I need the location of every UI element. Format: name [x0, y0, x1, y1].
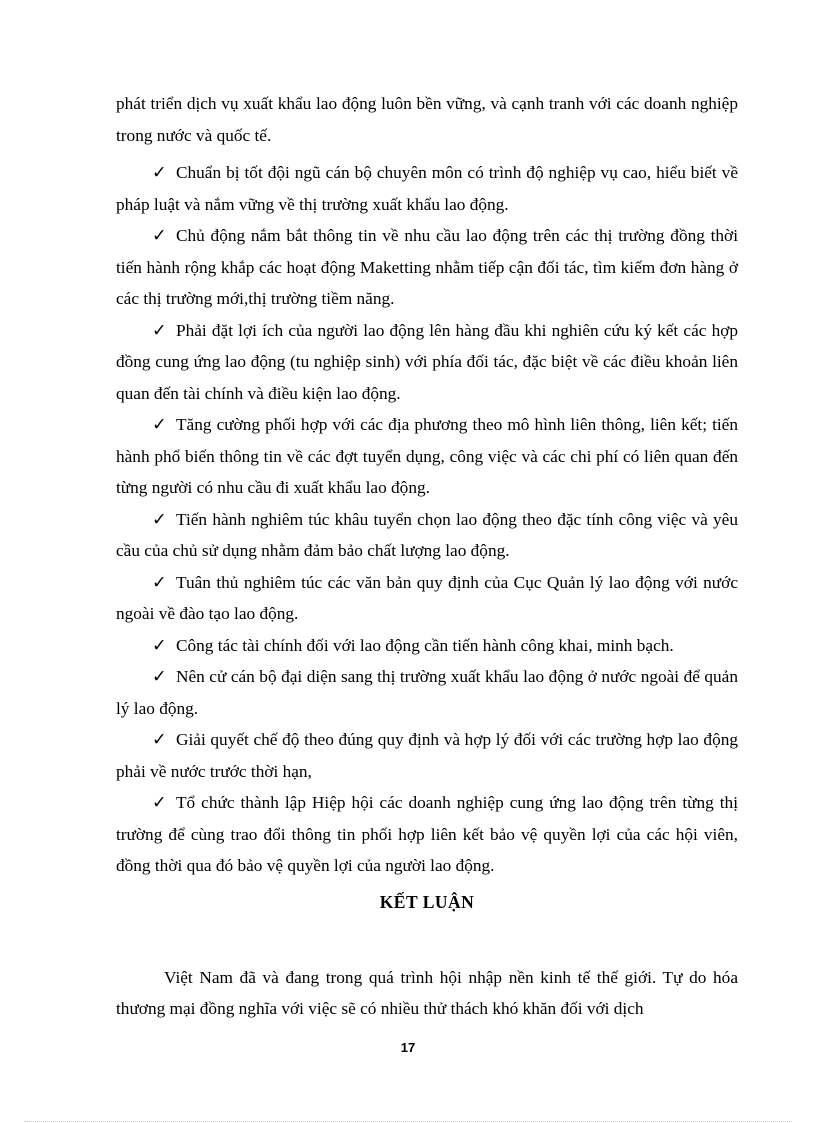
- checkmark-icon: ✓: [152, 226, 167, 245]
- bullet-text: Tổ chức thành lập Hiệp hội các doanh nghiệp cung ứng lao động trên từng thị trường để cùng trao đổi thông tin phối hợp liên kết bảo vệ quyền lợi của các hội viên, đồng thời qua đó bảo vệ quyền lợi của người lao động.: [116, 793, 738, 875]
- checkmark-icon: ✓: [152, 163, 167, 182]
- checkmark-icon: ✓: [152, 572, 167, 592]
- checkmark-icon: ✓: [152, 667, 167, 686]
- bullet-item-2: [116, 220, 738, 315]
- bullet-item-4: [116, 409, 738, 504]
- bullet-text: Tuân thủ nghiêm túc các văn bản quy định của Cục Quản lý lao động với nước ngoài về đào tạo lao động.: [116, 572, 738, 623]
- bullet-item-10: [116, 787, 738, 882]
- bullet-item-8: [116, 661, 738, 724]
- page-content: [116, 88, 738, 1025]
- checkmark-icon: ✓: [152, 793, 167, 812]
- bullet-item-6: [116, 567, 738, 630]
- bullet-text: Chủ động nắm bắt thông tin về nhu cầu lao động trên các thị trường đồng thời tiến hành rộng khắp các hoạt động Maketting nhằm tiếp cận đối tác, tìm kiếm đơn hàng ở các thị trường mới,thị trường tiềm năng.: [116, 226, 738, 308]
- bullet-text: Giải quyết chế độ theo đúng quy định và hợp lý đối với các trường hợp lao động phải về nước trước thời hạn,: [116, 730, 738, 781]
- checkmark-icon: ✓: [152, 509, 167, 529]
- bullet-text: Phải đặt lợi ích của người lao động lên hàng đầu khi nghiên cứu ký kết các hợp đồng cung ứng lao động (tu nghiệp sinh) với phía đối tác, đặc biệt về các điều khoản liên quan đến tài chính và điều kiện lao động.: [116, 320, 738, 403]
- page-number: 17: [400, 1040, 416, 1055]
- checkmark-icon: ✓: [152, 320, 167, 340]
- checkmark-icon: ✓: [152, 635, 167, 655]
- checkmark-icon: ✓: [152, 415, 167, 434]
- bullet-text: Tăng cường phối hợp với các địa phương theo mô hình liên thông, liên kết; tiến hành phổ biến thông tin về các đợt tuyển dụng, công việc và các chi phí có liên quan đến từng người có nhu cầu đi xuất khẩu lao động.: [116, 415, 738, 497]
- section-heading: KẾT LUẬN: [379, 891, 475, 912]
- conclusion-paragraph: Việt Nam đã và đang trong quá trình hội nhập nền kinh tế thế giới. Tự do hóa thương mại đồng nghĩa với việc sẽ có nhiều thử thách khó khăn đối với dịch: [116, 967, 738, 1018]
- bullet-item-7: [116, 630, 738, 662]
- intro-paragraph: phát triển dịch vụ xuất khẩu lao động luôn bền vững, và cạnh tranh với các doanh nghiệp trong nước và quốc tế.: [116, 94, 738, 145]
- bullet-item-5: [116, 504, 738, 567]
- bullet-item-1: [116, 157, 738, 220]
- checkmark-icon: ✓: [152, 730, 167, 749]
- bullet-text: Tiến hành nghiêm túc khâu tuyển chọn lao động theo đặc tính công việc và yêu cầu của chủ sử dụng nhằm đảm bảo chất lượng lao động.: [116, 509, 738, 560]
- bullet-item-9: [116, 724, 738, 787]
- bullet-text: Công tác tài chính đối với lao động cần tiến hành công khai, minh bạch.: [176, 635, 674, 655]
- bullet-text: Chuẩn bị tốt đội ngũ cán bộ chuyên môn có trình độ nghiệp vụ cao, hiểu biết về pháp luật và nắm vững về thị trường xuất khẩu lao động.: [116, 163, 738, 214]
- page-bottom-divider: [24, 1121, 792, 1122]
- bullet-item-3: [116, 315, 738, 410]
- bullet-text: Nên cử cán bộ đại diện sang thị trường xuất khẩu lao động ở nước ngoài để quản lý lao động.: [116, 667, 738, 718]
